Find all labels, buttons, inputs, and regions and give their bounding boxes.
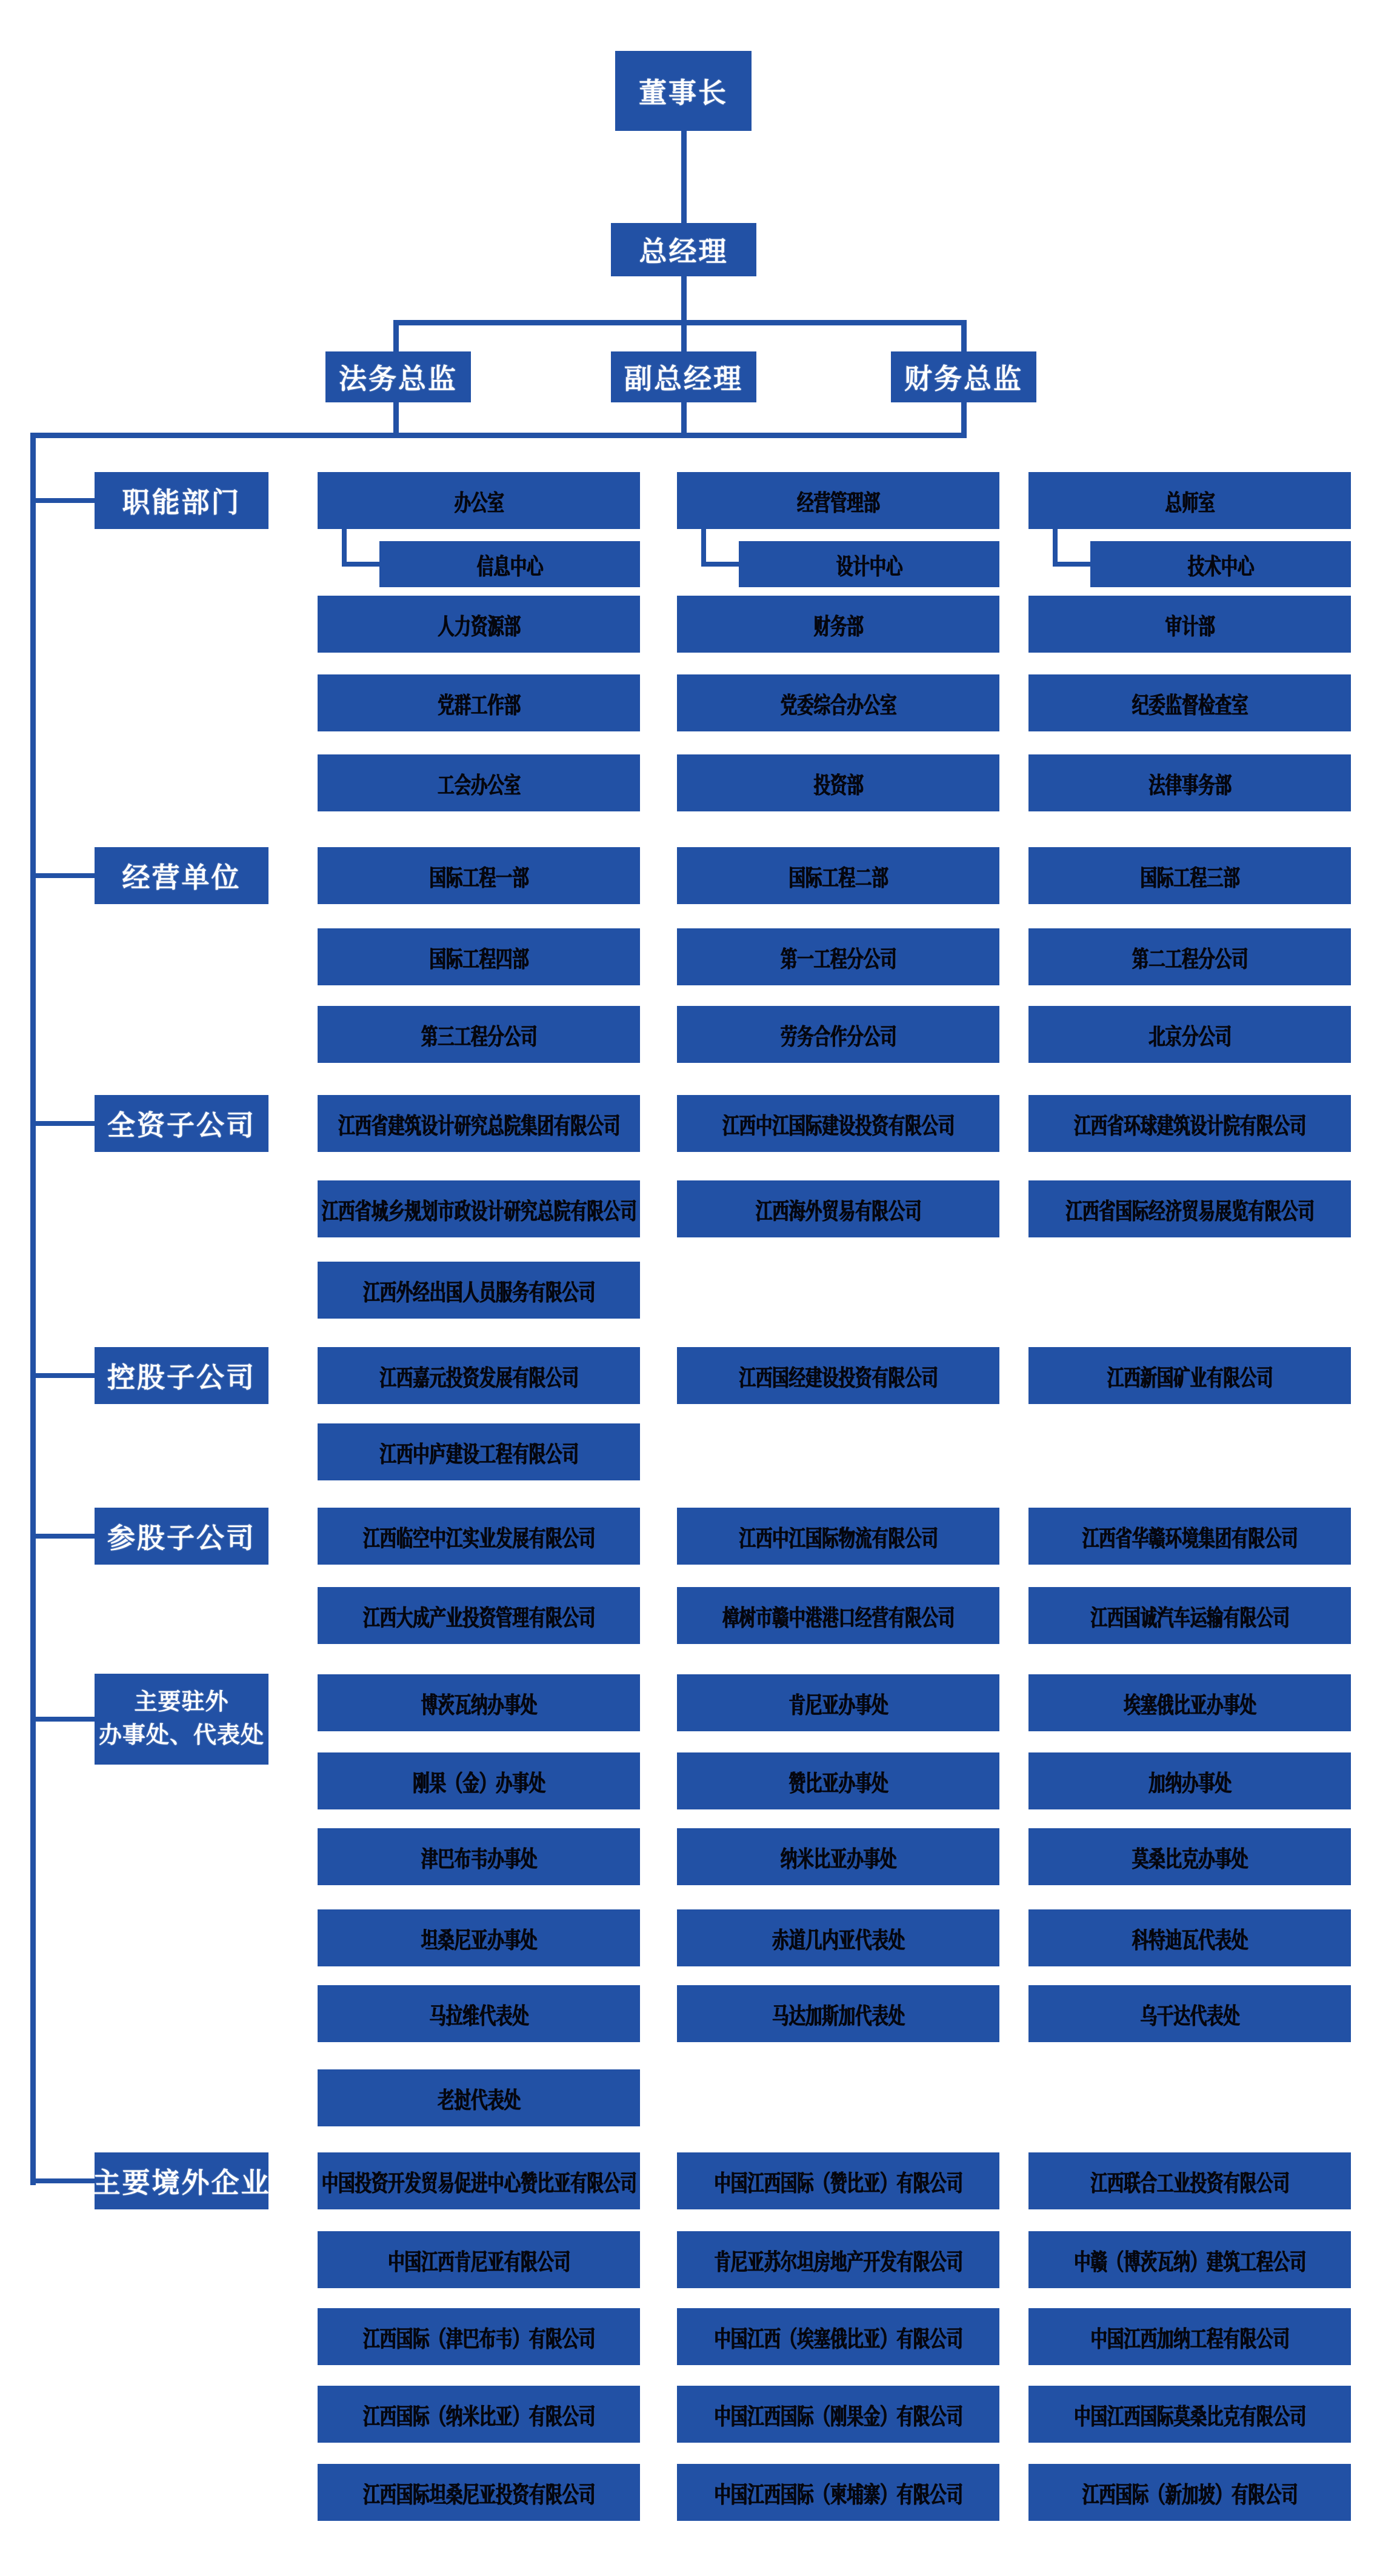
- connector-line: [681, 276, 687, 325]
- org-unit-box: [1028, 1006, 1351, 1063]
- connector-line: [681, 320, 687, 351]
- org-unit-box: [318, 1180, 640, 1237]
- org-unit-box: [677, 2386, 999, 2443]
- connector-line: [681, 131, 687, 223]
- org-unit-box: [677, 847, 999, 904]
- org-unit-box: [1028, 1674, 1351, 1731]
- org-unit-box: [318, 472, 640, 529]
- org-unit-label: 中国江西加纳工程有限公司: [1090, 2326, 1290, 2352]
- left-trunk-line: [30, 433, 36, 2185]
- org-unit-label: 科特迪瓦代表处: [1132, 1928, 1248, 1954]
- section-label-zhineng: [95, 472, 268, 529]
- org-unit-label: 江西省城乡规划市政设计研究总院有限公司: [321, 1199, 636, 1225]
- org-unit-box: [1028, 1909, 1351, 1966]
- section-label-text: 全资子公司: [107, 1110, 256, 1141]
- org-unit-label: 中国江西肯尼亚有限公司: [387, 2249, 570, 2275]
- org-unit-box: [318, 2464, 640, 2521]
- org-unit-label: 江西嘉元投资发展有限公司: [379, 1365, 579, 1391]
- org-unit-box: [1028, 2386, 1351, 2443]
- org-unit-label: 财务部: [813, 614, 864, 640]
- section-label-text: 职能部门: [122, 487, 241, 518]
- org-unit-label: 工会办公室: [437, 773, 521, 799]
- section-stub-line: [30, 2178, 95, 2183]
- org-unit-label: 人力资源部: [437, 614, 521, 640]
- org-unit-box: [318, 1262, 640, 1319]
- org-unit-label: 江西新国矿业有限公司: [1107, 1365, 1273, 1391]
- section-label-quanzi: [95, 1095, 268, 1152]
- org-unit-label: 肯尼亚办事处: [788, 1692, 888, 1719]
- section-label-text: 办事处、代表处: [98, 1723, 264, 1748]
- org-unit-box: [318, 1985, 640, 2042]
- org-unit-box: [1028, 928, 1351, 985]
- org-unit-box: [318, 1828, 640, 1885]
- org-unit-box: [1028, 1347, 1351, 1404]
- org-unit-label: 江西省国际经济贸易展览有限公司: [1065, 1199, 1315, 1225]
- org-unit-label: 审计部: [1164, 614, 1215, 640]
- section-stub-line: [30, 873, 95, 878]
- org-unit-label: 马拉维代表处: [428, 2003, 529, 2029]
- org-unit-label: 江西大成产业投资管理有限公司: [362, 1605, 595, 1631]
- org-unit-box: [1028, 1180, 1351, 1237]
- org-unit-label: 刚果（金）办事处: [412, 1771, 545, 1797]
- org-unit-label: 设计中心: [836, 554, 902, 580]
- connector-line: [30, 433, 967, 438]
- org-unit-box: [318, 1006, 640, 1063]
- org-unit-box: [677, 1508, 999, 1565]
- org-unit-label: 党委综合办公室: [780, 693, 896, 719]
- org-unit-label: 国际工程四部: [428, 947, 529, 973]
- sub-center-box: [739, 541, 999, 587]
- org-unit-box: [677, 596, 999, 653]
- section-stub-line: [30, 1717, 95, 1722]
- legal-director-label: 法务总监: [339, 363, 458, 394]
- org-unit-label: 中国投资开发贸易促进中心赞比亚有限公司: [321, 2171, 636, 2197]
- org-unit-box: [677, 674, 999, 731]
- org-unit-box: [1028, 2464, 1351, 2521]
- section-stub-line: [30, 498, 95, 503]
- org-unit-label: 江西中庐建设工程有限公司: [379, 1442, 579, 1468]
- sub-connector-line: [701, 529, 706, 567]
- finance-director-label: 财务总监: [904, 363, 1023, 394]
- section-label-text: 主要驻外: [134, 1689, 229, 1715]
- org-unit-label: 中国江西国际莫桑比克有限公司: [1073, 2404, 1306, 2430]
- org-unit-label: 津巴布韦办事处: [421, 1846, 537, 1872]
- org-unit-label: 樟树市赣中港港口经营有限公司: [722, 1605, 955, 1631]
- org-unit-label: 第二工程分公司: [1132, 947, 1248, 973]
- org-unit-box: [1028, 472, 1351, 529]
- org-unit-label: 江西国际（纳米比亚）有限公司: [362, 2404, 595, 2430]
- org-unit-box: [318, 2069, 640, 2126]
- org-unit-label: 纪委监督检查室: [1132, 693, 1248, 719]
- org-unit-box: [677, 1752, 999, 1809]
- org-unit-label: 江西省华赣环境集团有限公司: [1082, 1526, 1298, 1552]
- sub-connector-line: [342, 529, 347, 567]
- org-unit-label: 国际工程二部: [788, 865, 888, 891]
- org-unit-box: [677, 754, 999, 811]
- org-unit-label: 党群工作部: [437, 693, 521, 719]
- org-unit-box: [677, 1909, 999, 1966]
- org-unit-label: 江西临空中江实业发展有限公司: [362, 1526, 595, 1552]
- org-unit-box: [318, 1423, 640, 1480]
- org-unit-label: 赤道几内亚代表处: [772, 1928, 905, 1954]
- org-unit-label: 江西国际坦桑尼亚投资有限公司: [362, 2482, 595, 2508]
- connector-line: [961, 320, 967, 351]
- org-unit-label: 第一工程分公司: [780, 947, 896, 973]
- org-unit-label: 第三工程分公司: [421, 1024, 537, 1050]
- org-unit-label: 总师室: [1164, 490, 1215, 516]
- org-unit-box: [318, 596, 640, 653]
- connector-line: [393, 320, 967, 325]
- org-unit-box: [677, 2231, 999, 2288]
- chairman-box: [615, 51, 752, 131]
- org-unit-box: [677, 1095, 999, 1152]
- org-unit-box: [318, 1587, 640, 1644]
- org-unit-box: [1028, 847, 1351, 904]
- org-unit-box: [677, 1006, 999, 1063]
- org-unit-box: [318, 2386, 640, 2443]
- section-label-text: 主要境外企业: [92, 2167, 271, 2198]
- org-unit-box: [1028, 1752, 1351, 1809]
- sub-center-box: [1090, 541, 1351, 587]
- org-unit-label: 信息中心: [476, 554, 543, 580]
- org-unit-box: [677, 1828, 999, 1885]
- org-unit-box: [677, 2152, 999, 2209]
- org-unit-box: [318, 1095, 640, 1152]
- org-unit-box: [1028, 596, 1351, 653]
- org-unit-box: [1028, 1508, 1351, 1565]
- org-unit-box: [1028, 2308, 1351, 2365]
- finance-director-box: [891, 351, 1036, 402]
- org-unit-label: 劳务合作分公司: [780, 1024, 896, 1050]
- org-unit-label: 莫桑比克办事处: [1132, 1846, 1248, 1872]
- org-unit-label: 中国江西国际（赞比亚）有限公司: [713, 2171, 963, 2197]
- section-label-cangu: [95, 1508, 268, 1565]
- org-unit-box: [318, 754, 640, 811]
- section-label-text: 控股子公司: [107, 1362, 256, 1393]
- org-unit-label: 经营管理部: [796, 490, 880, 516]
- org-unit-label: 江西国际（新加坡）有限公司: [1082, 2482, 1298, 2508]
- org-unit-label: 肯尼亚苏尔坦房地产开发有限公司: [713, 2249, 963, 2275]
- org-unit-label: 江西国经建设投资有限公司: [738, 1365, 938, 1391]
- sub-connector-line: [1053, 562, 1090, 567]
- org-unit-box: [677, 928, 999, 985]
- org-unit-box: [318, 1909, 640, 1966]
- org-unit-label: 江西国际（津巴布韦）有限公司: [362, 2326, 595, 2352]
- legal-director-box: [325, 351, 471, 402]
- org-unit-label: 江西中江国际物流有限公司: [738, 1526, 938, 1552]
- org-unit-label: 江西海外贸易有限公司: [755, 1199, 921, 1225]
- org-unit-label: 江西国诚汽车运输有限公司: [1090, 1605, 1290, 1631]
- section-label-jingying: [95, 847, 268, 904]
- org-unit-label: 中国江西（埃塞俄比亚）有限公司: [713, 2326, 963, 2352]
- org-unit-label: 江西联合工业投资有限公司: [1090, 2171, 1290, 2197]
- org-unit-label: 中赣（博茨瓦纳）建筑工程公司: [1073, 2249, 1306, 2275]
- org-unit-box: [318, 674, 640, 731]
- org-unit-label: 中国江西国际（刚果金）有限公司: [713, 2404, 963, 2430]
- section-stub-line: [30, 1373, 95, 1378]
- org-unit-label: 江西省建筑设计研究总院集团有限公司: [338, 1113, 620, 1139]
- org-unit-box: [1028, 754, 1351, 811]
- org-unit-box: [318, 2308, 640, 2365]
- org-unit-box: [677, 1587, 999, 1644]
- section-label-text: 经营单位: [122, 862, 241, 893]
- org-unit-label: 国际工程一部: [428, 865, 529, 891]
- chairman-label: 董事长: [639, 77, 728, 108]
- org-unit-label: 江西外经出国人员服务有限公司: [362, 1280, 595, 1306]
- section-label-jingwai: [92, 2152, 271, 2209]
- org-unit-box: [677, 1674, 999, 1731]
- org-unit-box: [677, 1985, 999, 2042]
- org-unit-label: 北京分公司: [1148, 1024, 1232, 1050]
- org-unit-label: 埃塞俄比亚办事处: [1123, 1692, 1256, 1719]
- section-stub-line: [30, 1121, 95, 1126]
- org-unit-box: [1028, 1985, 1351, 2042]
- sub-connector-line: [1053, 529, 1058, 567]
- org-unit-label: 赞比亚办事处: [788, 1771, 888, 1797]
- org-unit-label: 投资部: [813, 773, 864, 799]
- section-stub-line: [30, 1534, 95, 1539]
- section-label-text: 参股子公司: [107, 1522, 256, 1554]
- org-unit-label: 国际工程三部: [1139, 865, 1240, 891]
- org-unit-label: 江西省环球建筑设计院有限公司: [1073, 1113, 1306, 1139]
- org-unit-label: 乌干达代表处: [1139, 2003, 1240, 2029]
- org-unit-label: 办公室: [453, 490, 504, 516]
- org-unit-box: [318, 1508, 640, 1565]
- org-unit-box: [318, 928, 640, 985]
- org-unit-label: 中国江西国际（柬埔寨）有限公司: [713, 2482, 963, 2508]
- org-unit-label: 坦桑尼亚办事处: [421, 1928, 537, 1954]
- general-manager-label: 总经理: [639, 236, 728, 267]
- org-unit-box: [1028, 2231, 1351, 2288]
- org-unit-box: [677, 1180, 999, 1237]
- section-label-zhuwai: [95, 1674, 268, 1765]
- org-unit-box: [1028, 1587, 1351, 1644]
- deputy-gm-label: 副总经理: [624, 363, 743, 394]
- general-manager-box: [611, 223, 756, 276]
- org-unit-label: 博茨瓦纳办事处: [421, 1692, 537, 1719]
- org-unit-label: 加纳办事处: [1148, 1771, 1232, 1797]
- org-unit-label: 法律事务部: [1148, 773, 1232, 799]
- org-unit-label: 马达加斯加代表处: [772, 2003, 905, 2029]
- org-unit-box: [677, 1347, 999, 1404]
- org-unit-label: 技术中心: [1187, 554, 1254, 580]
- org-unit-box: [318, 1347, 640, 1404]
- org-unit-box: [1028, 1095, 1351, 1152]
- org-unit-box: [318, 847, 640, 904]
- org-unit-box: [318, 1674, 640, 1731]
- org-unit-box: [677, 2464, 999, 2521]
- org-unit-box: [677, 472, 999, 529]
- section-label-konggu: [95, 1347, 268, 1404]
- deputy-gm-box: [611, 351, 756, 402]
- sub-center-box: [379, 541, 640, 587]
- org-unit-box: [318, 1752, 640, 1809]
- sub-connector-line: [342, 562, 379, 567]
- connector-line: [393, 320, 399, 351]
- sub-connector-line: [701, 562, 739, 567]
- org-unit-box: [318, 2152, 640, 2209]
- org-unit-box: [318, 2231, 640, 2288]
- org-unit-label: 江西中江国际建设投资有限公司: [722, 1113, 955, 1139]
- org-unit-box: [1028, 2152, 1351, 2209]
- org-unit-label: 老挝代表处: [437, 2088, 521, 2114]
- org-unit-box: [1028, 674, 1351, 731]
- org-unit-box: [677, 2308, 999, 2365]
- org-unit-box: [1028, 1828, 1351, 1885]
- org-unit-label: 纳米比亚办事处: [780, 1846, 896, 1872]
